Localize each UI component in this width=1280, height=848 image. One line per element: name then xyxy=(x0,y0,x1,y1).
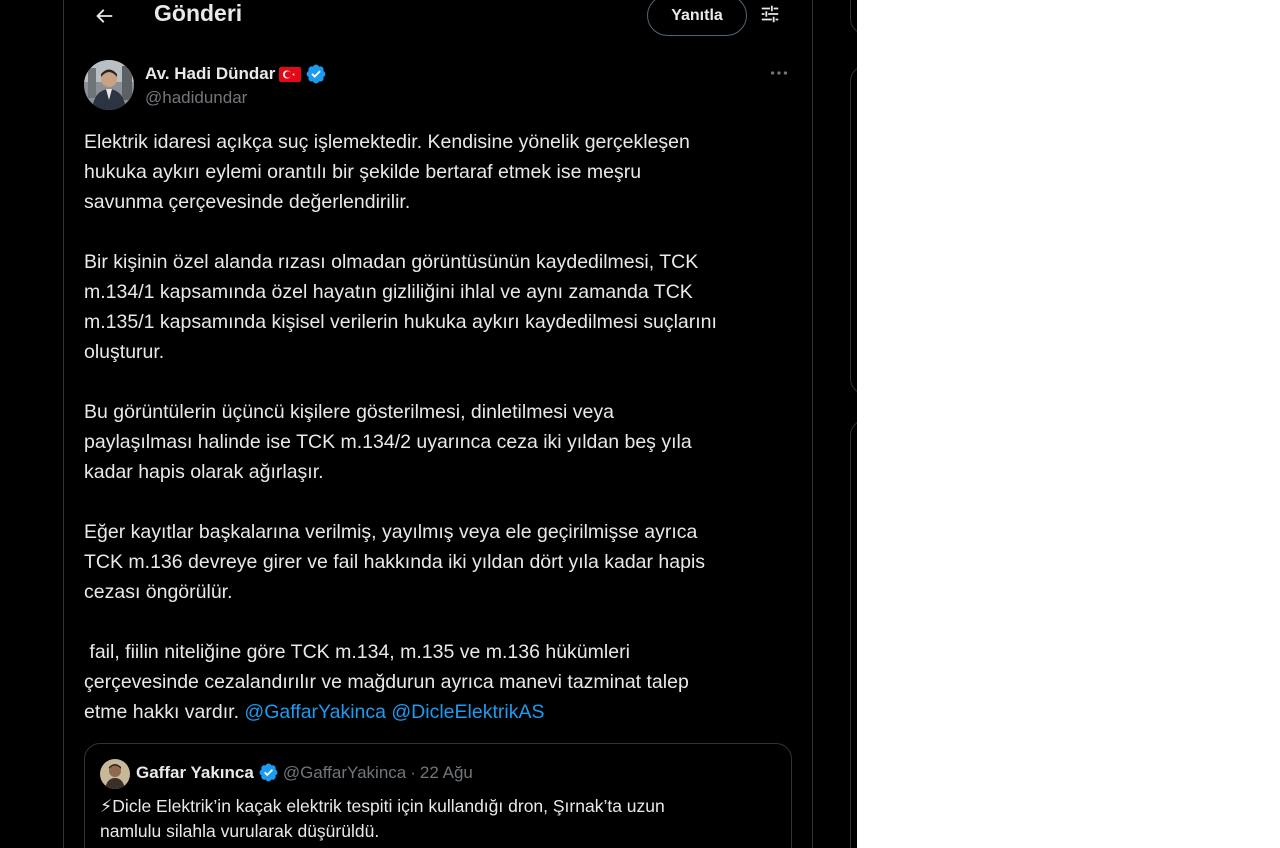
author-name-text: Av. Hadi Dündar xyxy=(145,64,276,83)
quoted-author-name[interactable]: Gaffar Yakınca xyxy=(136,762,254,782)
meta-separator: · xyxy=(410,762,416,782)
author-name[interactable] xyxy=(145,63,327,85)
quoted-date[interactable]: 22 Ağu xyxy=(419,762,473,782)
quoted-post[interactable] xyxy=(84,743,792,848)
more-options-button[interactable] xyxy=(764,60,794,86)
settings-button[interactable] xyxy=(756,0,784,28)
quoted-avatar[interactable] xyxy=(100,759,130,789)
sidebar-search-box[interactable] xyxy=(850,0,857,34)
sliders-icon xyxy=(759,3,781,25)
post-paragraph: Bir kişinin özel alanda rızası olmadan görüntüsünün kaydedilmesi, TCK m.134/1 kapsamında özel hayatın gizliliğini ihlal ve aynı zamanda TCK m.135/1 kapsamında kişisel verilerin hukuka aykırı kaydedilmesi suçlarını oluşturur. xyxy=(84,251,717,363)
mention-link[interactable]: @GaffarYakinca xyxy=(244,701,386,723)
post-text xyxy=(84,127,796,727)
post-paragraph: Elektrik idaresi açıkça suç işlemektedir. Kendisine yönelik gerçekleşen hukuka aykırı eylemi orantılı bir şekilde bertaraf etmek ise meşru savunma çerçevesinde değerlendirilir. xyxy=(84,131,690,213)
sidebar-panel xyxy=(850,66,857,394)
quoted-text-content: ⚡Dicle Elektrik’in kaçak elektrik tespiti için kullandığı dron, Şırnak’ta uzun namlulu silahla vurularak düşürüldü. xyxy=(100,796,665,841)
post-paragraph-text: fail, fiilin niteliğine göre TCK m.134, m.135 ve m.136 hükümleri çerçevesinde cezalandırılır ve mağdurun ayrıca manevi tazminat talep etme hakkı vardır. xyxy=(84,641,689,723)
page-title: Gönderi xyxy=(154,0,243,26)
post-paragraph: Eğer kayıtlar başkalarına verilmiş, yayılmış veya ele geçirilmişse ayrıca TCK m.136 devreye girer ve fail hakkında iki yıldan dört yıla kadar hapis cezası öngörülür. xyxy=(84,521,706,603)
quoted-text xyxy=(100,794,760,844)
reply-button[interactable]: Yanıtla xyxy=(647,0,747,36)
quoted-author-handle[interactable]: @GaffarYakinca xyxy=(282,762,407,782)
sidebar-panel-secondary xyxy=(850,420,857,848)
more-horizontal-icon xyxy=(768,62,790,84)
quoted-header xyxy=(136,762,473,783)
quoted-avatar-image xyxy=(100,759,130,789)
avatar-image xyxy=(84,60,134,110)
post-paragraph: Bu görüntülerin üçüncü kişilere gösterilmesi, dinletilmesi veya paylaşılması halinde ise TCK m.134/2 uyarınca ceza iki yıldan beş yıla kadar hapis olarak ağırlaşır. xyxy=(84,401,692,483)
mention-link[interactable]: @DicleElektrikAS xyxy=(391,701,545,723)
arrow-left-icon xyxy=(93,5,115,27)
author-handle[interactable]: @hadidundar xyxy=(145,88,248,107)
turkey-flag-icon xyxy=(279,67,301,82)
verified-badge-icon xyxy=(258,762,279,783)
avatar[interactable] xyxy=(84,60,134,110)
post-paragraph-last xyxy=(84,637,796,727)
verified-badge-icon xyxy=(305,63,327,85)
